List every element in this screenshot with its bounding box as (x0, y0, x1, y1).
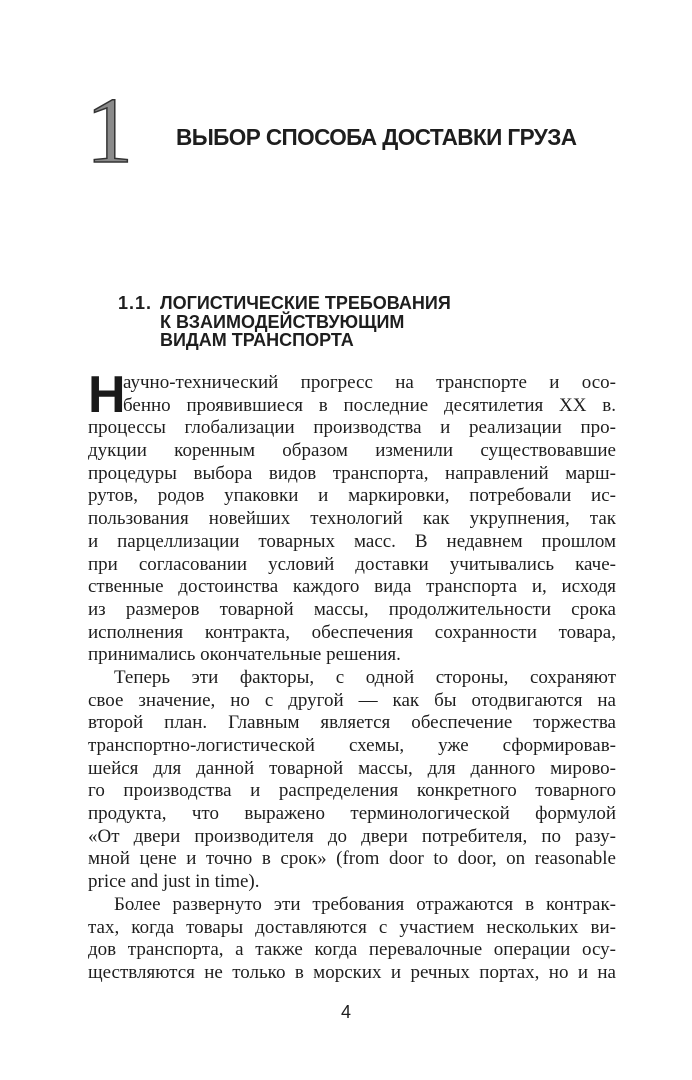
text-line: из размеров товарной массы, продолжительности срока (88, 598, 616, 620)
text-line: пользования новейших технологий как укрупнения, так (88, 508, 616, 530)
chapter-title: ВЫБОР СПОСОБА ДОСТАВКИ ГРУЗА (176, 124, 577, 150)
text-line: Теперь эти факторы, с одной стороны, сохраняют (114, 666, 616, 688)
text-line: тах, когда товары доставляются с участием нескольких ви- (88, 916, 616, 938)
text-line: шейся для данной товарной массы, для данного мирово- (88, 757, 616, 779)
chapter-number: 1 (86, 79, 133, 183)
text-line: дов транспорта, а также когда перевалочные операции осу- (88, 939, 616, 961)
text-line: ществляются не только в морских и речных портах, но и на (88, 961, 616, 983)
text-line: процедуры выбора видов транспорта, направлений марш- (88, 462, 616, 484)
text-line: price and just in time). (88, 871, 260, 893)
section-heading (118, 294, 451, 350)
section-title-line: К ВЗАИМОДЕЙСТВУЮЩИМ (160, 311, 405, 332)
text-line: и парцеллизации товарных масс. В недавнем прошлом (88, 530, 616, 552)
text-line: мной цене и точно в срок» (from door to door, on reasonable (88, 848, 616, 870)
section-number: 1.1. (118, 293, 153, 313)
text-line: дукции коренным образом изменили существовавшие (88, 440, 616, 462)
text-line: транспортно-логистической схемы, уже сформировав- (88, 735, 616, 756)
section-title-line: ВИДАМ ТРАНСПОРТА (160, 330, 354, 350)
page-number: 4 (340, 1002, 351, 1022)
section-title-line: ЛОГИСТИЧЕСКИЕ ТРЕБОВАНИЯ (160, 293, 451, 313)
text-line: бенно проявившиеся в последние десятилетия XX в. (123, 394, 616, 416)
text-line: рутов, родов упаковки и маркировки, потребовали ис- (88, 485, 616, 507)
text-line: продукта, что выражено терминологической формулой (88, 803, 616, 825)
text-line: го производства и распределения конкретного товарного (88, 780, 616, 802)
text-line: исполнения контракта, обеспечения сохранности товара, (88, 621, 616, 643)
text-line: при согласовании условий доставки учитывались каче- (88, 553, 616, 575)
text-line: второй план. Главным является обеспечение торжества (88, 712, 616, 734)
drop-cap: Н (88, 366, 126, 424)
text-line: процессы глобализации производства и реализации про- (88, 417, 616, 439)
text-line: «От двери производителя до двери потребителя, по разу- (88, 825, 616, 847)
text-line: свое значение, но с другой — как бы отодвигаются на (88, 689, 616, 711)
text-line: аучно-технический прогресс на транспорте и осо- (123, 372, 616, 393)
text-line: принимались окончательные решения. (88, 644, 401, 666)
text-line: Более развернуто эти требования отражаются в контрак- (114, 893, 616, 915)
body-text (88, 366, 616, 985)
text-line: ственные достоинства каждого вида транспорта и, исходя (88, 576, 616, 598)
